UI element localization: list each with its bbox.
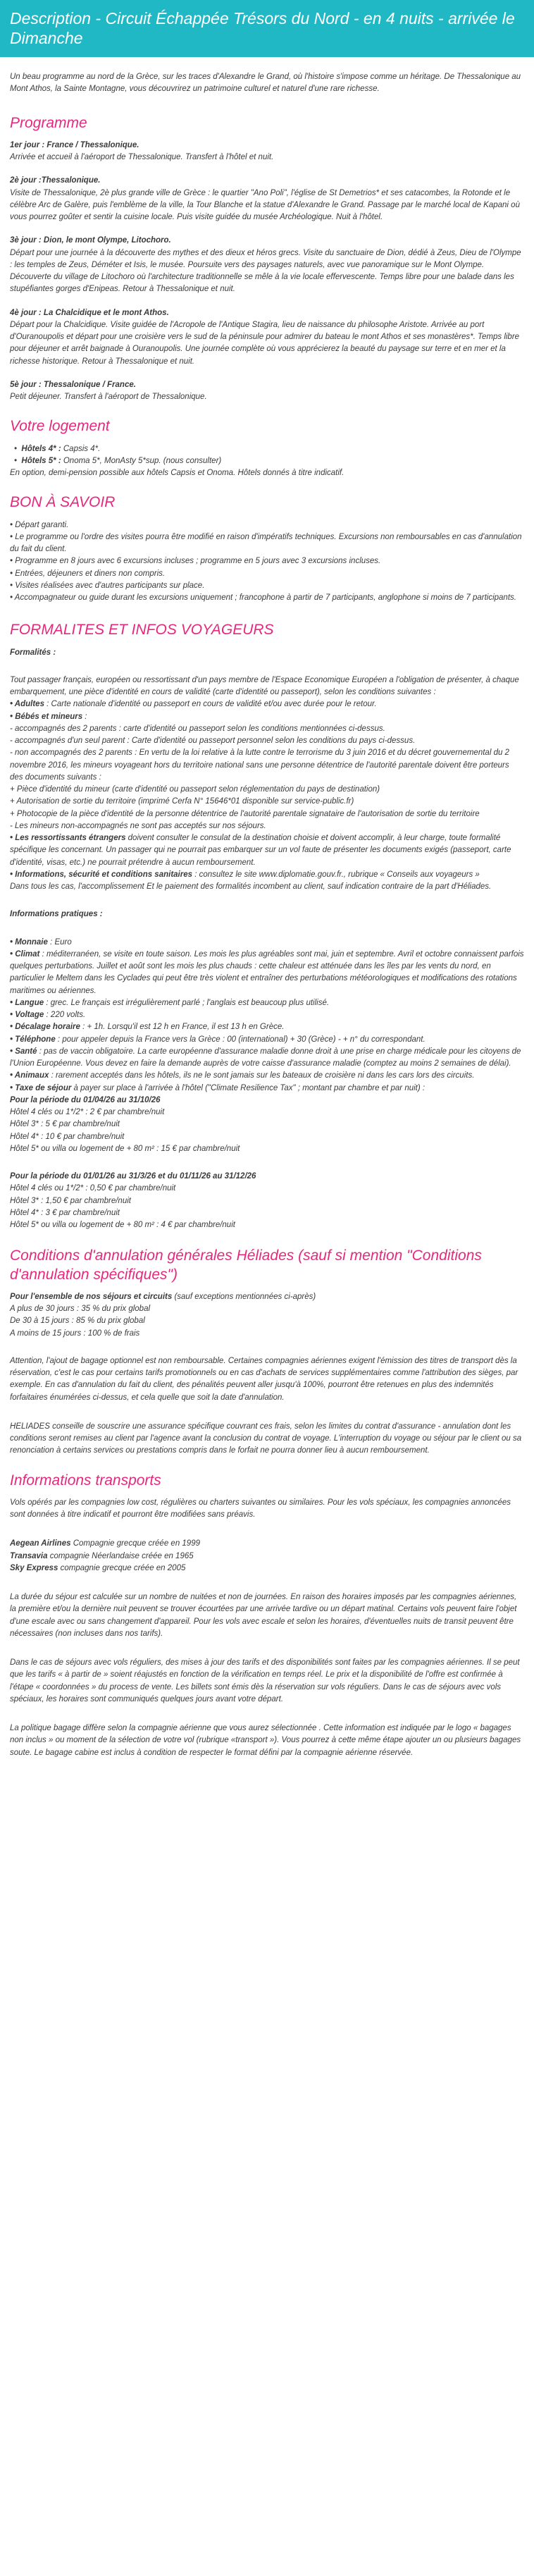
company-text: compagnie grecque créée en 2005 [58, 1563, 186, 1572]
practical-label: • Climat [10, 949, 40, 959]
cancellation-paragraph: HELIADES conseille de souscrire une assurance spécifique couvrant ces frais, selon les limites du contrat d'assurance - annulation dont les conditions seront remises au client par l'agence avant la conclusion du contrat de voyage. L'interruption du voyage ou séjour par le client ou sa renonciation à certains services ou prestations compris dans le forfait ne pourra donner lieu à aucun remboursement. [10, 1422, 522, 1455]
adults-line [10, 698, 524, 710]
day-title: 5è jour : Thessalonique / France. [10, 380, 136, 389]
list-item [10, 1034, 524, 1046]
day-4 [10, 307, 524, 368]
list-item [10, 949, 524, 997]
babies-label: • Bébés et mineurs [10, 712, 83, 721]
practical-text: : rarement acceptés dans les hôtels, ils ne le sont jamais sur les bateaux de croisière ni dans les cars lors des circuits. [49, 1071, 475, 1080]
tax-item: Hôtel 3* : 5 € par chambre/nuit [10, 1120, 120, 1129]
tax-period-2: Pour la période du 01/01/26 au 31/3/26 et du 01/11/26 au 31/12/26 [10, 1172, 256, 1181]
list-item [10, 937, 524, 949]
formalities-subheading: Formalités : [10, 648, 56, 657]
tax-item: Hôtel 4* : 3 € par chambre/nuit [10, 1208, 120, 1217]
lodging-heading: Votre logement [10, 418, 110, 435]
minors-item: - accompagnés d'un seul parent : Carte d'identité ou passeport personnel selon les conditions du pays ci-dessus. [10, 737, 416, 746]
lodging-label: Hôtels 5* : [21, 456, 61, 465]
security-text: : consultez le site www.diplomatie.gouv.fr., rubrique « Conseils aux voyageurs » [192, 870, 480, 879]
list-item [10, 1083, 524, 1095]
list-item [10, 1046, 524, 1071]
tax-item: Hôtel 3* : 1,50 € par chambre/nuit [10, 1196, 131, 1205]
list-item [10, 1070, 524, 1082]
practical-text: : grec. Le français est irrégulièrement parlé ; l'anglais est beaucoup plus utilisé. [44, 998, 330, 1007]
list-item [10, 1563, 524, 1574]
practical-text: : 220 volts. [44, 1011, 86, 1020]
security-label: • Informations, sécurité et conditions sanitaires [10, 870, 193, 879]
minors-item: + Pièce d'identité du mineur (carte d'identité ou passeport selon réglementation du pays de destination) [10, 785, 380, 794]
practical-subheading: Informations pratiques : [10, 910, 103, 919]
practical-label: • Monnaie [10, 937, 48, 947]
intro-text: Un beau programme au nord de la Grèce, sur les traces d'Alexandre le Grand, où l'histoire s'impose comme un héritage. De Thessalonique au Mont Athos, la Sainte Montagne, vous découvrirez un patrimoine culturel et naturel d'une rare richesse. [10, 73, 521, 94]
content [0, 71, 534, 1759]
company-name: Transavia [10, 1551, 48, 1560]
day-2 [10, 175, 524, 223]
companies-list [10, 1538, 524, 1574]
day-5 [10, 379, 524, 404]
foreigners-line [10, 832, 524, 869]
practical-label: • Décalage horaire [10, 1023, 80, 1032]
practical-label: • Taxe de séjour [10, 1083, 72, 1092]
foreigners-label: • Les ressortissants étrangers [10, 834, 126, 843]
list-item [10, 1009, 524, 1021]
day-title: 4è jour : La Chalcidique et le mont Athos. [10, 308, 169, 317]
formalities-intro: Tout passager français, européen ou ressortissant d'un pays membre de l'Espace Economique Européen a l'obligation de présenter, à chaque embarquement, une pièce d'identité en cours de validité (carte d'identité ou passeport), selon les conditions suivantes : [10, 675, 519, 697]
good-to-know-list [10, 519, 524, 605]
company-name: Sky Express [10, 1563, 58, 1572]
tax-item: Hôtel 4 clés ou 1*/2* : 2 € par chambre/nuit [10, 1108, 165, 1117]
page-title: Description - Circuit Échappée Trésors du Nord - en 4 nuits - arrivée le Dimanche [0, 0, 534, 57]
day-text: Visite de Thessalonique, 2è plus grande ville de Grèce : le quartier "Ano Poli", l'église de St Demetrios* et ses catacombes, la Rotonde et le célèbre Arc de Galère, puis l'emblème de la ville, la Tour Blanche et la statue d'Alexandre le Grand. Passage par le marché local de Kapani où vous pourrez goûter et sentir la cuisine locale. Puis visite guidée du musée Archéologique. Nuit à l'hôtel. [10, 188, 520, 222]
transport-paragraph: Vols opérés par les compagnies low cost, régulières ou charters suivantes ou similaires. Pour les vols spéciaux, les compagnies annoncées sont données à titre indicatif et pourront être modifiées sans préavis. [10, 1498, 511, 1520]
programme-heading: Programme [10, 114, 87, 131]
cancellation-scale-item: De 30 à 15 jours : 85 % du prix global [10, 1317, 145, 1326]
tax-item: Hôtel 5* ou villa ou logement de + 80 m² : 15 € par chambre/nuit [10, 1144, 240, 1153]
transport-heading: Informations transports [10, 1472, 161, 1489]
babies-line [10, 711, 524, 723]
minors-item: + Autorisation de sortie du territoire (imprimé Cerfa N° 15646*01 disponible sur service-public.fr) [10, 797, 354, 806]
list-item: • Entrées, déjeuners et diners non compris. [10, 569, 166, 578]
day-text: Départ pour la Chalcidique. Visite guidée de l'Acropole de l'Antique Stagira, lieu de naissance du philosophe Aristote. Arrivée au port d'Ouranoupolis et départ pour une croisière vers le sud de la péninsule pour admirer du bateau le mont Athos et ses monastères*. Temps libre pour déjeuner et arrêt baignade à Ouranoupolis. Une journée complète où vous apprécierez la beauté du paysage sur terre et en mer et la richesse historique. Retour à Thessalonique et nuit. [10, 320, 520, 366]
programme-days [10, 140, 524, 404]
practical-label: • Animaux [10, 1071, 49, 1080]
practical-list [10, 937, 524, 1095]
practical-text: : + 1h. Lorsqu'il est 12 h en France, il est 13 h en Grèce. [80, 1023, 285, 1032]
company-text: Compagnie grecque créée en 1999 [70, 1539, 200, 1548]
practical-label: • Langue [10, 998, 44, 1007]
tax-period-1: Pour la période du 01/04/26 au 31/10/26 [10, 1095, 161, 1104]
list-item: • Programme en 8 jours avec 6 excursions incluses ; programme en 5 jours avec 3 excursions incluses. [10, 557, 381, 566]
minors-item: - Les mineurs non-accompagnés ne sont pas acceptés sur nos séjours. [10, 821, 266, 830]
list-item [10, 997, 524, 1009]
tax-item: Hôtel 5* ou villa ou logement de + 80 m² : 4 € par chambre/nuit [10, 1221, 235, 1230]
list-item [10, 443, 524, 455]
practical-label: • Santé [10, 1047, 37, 1056]
lodging-list [10, 443, 524, 468]
babies-text: : [82, 712, 87, 721]
cancellation-lead-rest: (sauf exceptions mentionnées ci-après) [172, 1292, 316, 1301]
practical-label: • Voltage [10, 1011, 44, 1020]
transport-paragraph: La durée du séjour est calculée sur un nombre de nuitées et non de journées. En raison des horaires imposés par les compagnies aériennes, la première et/ou la dernière nuit peuvent se trouver écourtées par une arrivée tardive ou un départ matinal. Certains vols peuvent faire l'objet d'une escale avec ou sans changement d'appareil. Pour les vols avec escale et selon les horaires, d'éventuelles nuits de transit peuvent être nécessaires (non incluses dans nos tarifs). [10, 1593, 517, 1638]
cancellation-lead-bold: Pour l'ensemble de nos séjours et circuits [10, 1292, 173, 1301]
transport-paragraph: Dans le cas de séjours avec vols réguliers, des mises à jour des tarifs et des disponibilités sont faites par les compagnies aériennes. Il se peut que les tarifs « à partir de » soient réajustés en fonction de la vérification en temps réel. Le prix et la disponibilité de l'offre est confirmée à l'étape « coordonnées » du process de vente. Les billets sont émis dès la réservation sur vols réguliers. Dans le cas de séjours avec vols spéciaux, les horaires sont communiqués quelques jours avant votre départ. [10, 1658, 520, 1703]
minors-item: - accompagnés des 2 parents : carte d'identité ou passeport selon les conditions mentionnées ci-dessus. [10, 724, 385, 733]
practical-text: à payer sur place à l'arrivée à l'hôtel ("Climate Resilience Tax" ; montant par chambre et par nuit) : [71, 1083, 426, 1092]
minors-item: + Photocopie de la pièce d'identité de la personne détentrice de l'autorité parentale signataire de l'autorisation de sortie du territoire [10, 809, 480, 818]
day-title: 2è jour :Thessalonique. [10, 176, 101, 185]
list-item [10, 1021, 524, 1033]
company-name: Aegean Airlines [10, 1539, 71, 1548]
cancellation-lead [10, 1291, 524, 1303]
cancellation-paragraph: Attention, l'ajout de bagage optionnel est non remboursable. Certaines compagnies aériennes exigent l'émission des titres de transport dès la réservation, c'est le cas pour certains tarifs promotionnels ou en cas d'achats de services supplémentaires comme l'attribution des sièges, par exemple. En cas d'annulation du fait du client, des pénalités peuvent aller jusqu'à 100%, pourront être retenues en plus des indemnités forfaitaires énumérées ci-dessus, et cela quelle que soit la date d'annulation. [10, 1356, 519, 1402]
lodging-value: Capsis 4*. [61, 444, 101, 453]
cancellation-scale-item: A plus de 30 jours : 35 % du prix global [10, 1305, 151, 1314]
formalities-heading: FORMALITES ET INFOS VOYAGEURS [10, 622, 274, 639]
foreigners-text: doivent consulter le consulat de la destination choisie et doivent accomplir, à leur charge, toute formalité spécifique les concernant. Un passager qui ne pourrait pas embarquer sur un vol faute de présenter les documents exigés (passeport, carte d'identité, visas, etc.) ne pourrait prétendre à aucun remboursement. [10, 834, 511, 867]
day-title: 3è jour : Dion, le mont Olympe, Litochoro. [10, 236, 171, 245]
responsibility-text: Dans tous les cas, l'accomplissement Et le paiement des formalités incombent au client, sauf indication contraire de la part d'Héliades. [10, 882, 492, 892]
day-1 [10, 140, 524, 164]
cancellation-scale-item: A moins de 15 jours : 100 % de frais [10, 1329, 140, 1338]
lodging-label: Hôtels 4* : [21, 444, 61, 453]
day-title: 1er jour : France / Thessalonique. [10, 140, 139, 149]
tax-item: Hôtel 4* : 10 € par chambre/nuit [10, 1132, 125, 1141]
company-text: compagnie Néerlandaise créée en 1965 [47, 1551, 194, 1560]
list-item [10, 455, 524, 467]
tax-item: Hôtel 4 clés ou 1*/2* : 0,50 € par chambre/nuit [10, 1184, 176, 1193]
practical-text: : pas de vaccin obligatoire. La carte européenne d'assurance maladie donne droit à une prise en charge médicale pour les citoyens de l'Union Européenne. Vous devez en faire la demande auprès de votre caisse d'assurance maladie (comptez au moins 2 semaines de délai). [10, 1047, 521, 1068]
day-text: Arrivée et accueil à l'aéroport de Thessalonique. Transfert à l'hôtel et nuit. [10, 153, 274, 162]
transport-paragraph: La politique bagage diffère selon la compagnie aérienne que vous aurez sélectionnée . Cette information est indiquée par le logo « bagages non inclus » ou moment de la sélection de votre vol (rubrique «transport »). Vous pourrez à cette même étape ajouter un ou plusieurs bagages soute. Le bagage cabine est inclus à condition de respecter le format défini par la compagnie aérienne réservée. [10, 1724, 521, 1757]
security-line [10, 869, 524, 881]
day-text: Départ pour une journée à la découverte des mythes et des dieux et héros grecs. Visite du sanctuaire de Dion, dédié à Zeus, Dieu de l'Olympe : les temples de Zeus, Déméter et Isis, le musée. Poursuite vers des paysages naturels, avec vue panoramique sur le Mont Olympe. Découverte du village de Litochoro où l'architecture traditionnelle se mêle à la vie locale effervescente. Temps libre pour une balade dans les stupéfiantes gorges d'Enipeas. Retour à Thessalonique et nuit. [10, 248, 521, 294]
list-item: • Départ garanti. [10, 520, 69, 529]
lodging-note: En option, demi-pension possible aux hôtels Capsis et Onoma. Hôtels donnés à titre indicatif. [10, 469, 344, 478]
list-item: • Le programme ou l'ordre des visites pourra être modifié en raison d'impératifs techniques. Excursions non remboursables en cas d'annulation du fait du client. [10, 532, 522, 554]
adults-label: • Adultes [10, 700, 44, 709]
day-3 [10, 235, 524, 295]
minors-item: - non accompagnés des 2 parents : En vertu de la loi relative à la lutte contre le terrorisme du 3 juin 2016 et du décret gouvernemental du 2 novembre 2016, les mineurs voyageant hors du territoire national sans une personne détentrice de l'autorité parentale doivent être porteurs des documents suivants : [10, 748, 509, 782]
cancellation-heading: Conditions d'annulation générales Héliades (sauf si mention "Conditions d'annulation spécifiques") [10, 1247, 482, 1283]
list-item [10, 1551, 524, 1563]
list-item: • Visites réalisées avec d'autres participants sur place. [10, 581, 205, 590]
list-item: • Accompagnateur ou guide durant les excursions uniquement ; francophone à partir de 7 participants, anglophone si moins de 7 participants. [10, 593, 516, 603]
good-to-know-heading: BON À SAVOIR [10, 494, 116, 511]
lodging-value: Onoma 5*, MonAsty 5*sup. (nous consulter) [61, 456, 222, 465]
practical-label: • Téléphone [10, 1035, 56, 1044]
adults-text: : Carte nationale d'identité ou passeport en cours de validité et/ou avec durée pour le retour. [44, 700, 377, 709]
day-text: Petit déjeuner. Transfert à l'aéroport de Thessalonique. [10, 393, 207, 402]
list-item [10, 1538, 524, 1550]
practical-text: : pour appeler depuis la France vers la Grèce : 00 (international) + 30 (Grèce) - + n° du correspondant. [55, 1035, 426, 1044]
practical-text: : méditerranéen, se visite en toute saison. Les mois les plus agréables sont mai, juin et septembre. Avril et octobre connaissent parfois quelques perturbations. Juillet et août sont les mois les plus chauds : cette chaleur est atténuée dans les îles par les vents du nord, en particulier le Meltem dans les Cyclades qui peut être très violent et entraîner des perturbations météorologiques et modifications des rotations maritimes ou aériennes. [10, 949, 524, 995]
practical-text: : Euro [47, 937, 72, 947]
